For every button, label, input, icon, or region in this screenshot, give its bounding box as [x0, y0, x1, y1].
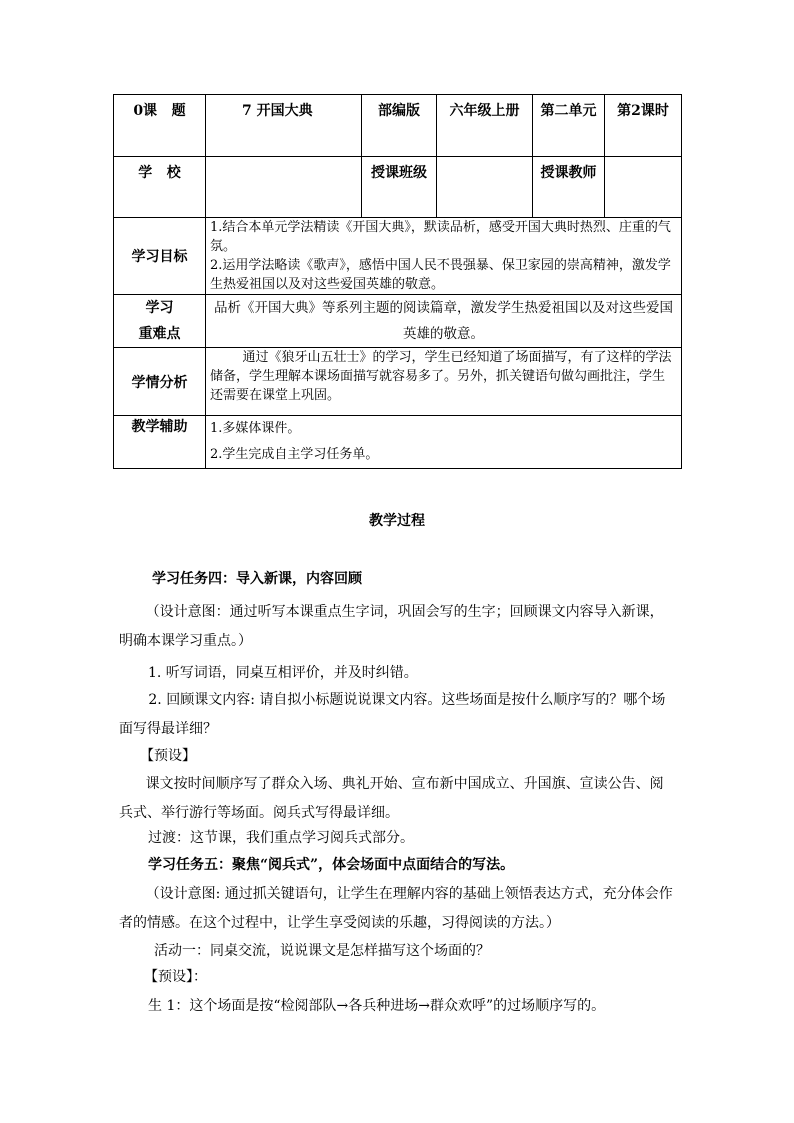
- school-value-cell: [206, 157, 362, 218]
- transition: 过渡：这节课，我们重点学习阅兵式部分。: [148, 830, 414, 846]
- lesson-label-cell: 0课 题: [114, 95, 206, 157]
- step-2: 2. 回顾课文内容: 请自拟小标题说说课文内容。这些场面是按什么顺序写的？哪个场面写得最详细？: [119, 692, 666, 737]
- aid-item-2: 2.学生完成自主学习任务单。: [210, 447, 379, 462]
- lesson-info-table: [113, 94, 682, 469]
- lesson-title-cell: 7 开国大典: [206, 95, 362, 157]
- step-1: 1. 听写词语，同桌互相评价，并及时纠错。: [148, 665, 418, 681]
- class-label-cell: 授课班级: [362, 157, 437, 218]
- unit-cell: 第二单元: [533, 95, 605, 157]
- teacher-label-cell: 授课教师: [533, 157, 605, 218]
- task4-heading: 学习任务四：导入新课，内容回顾: [152, 571, 362, 587]
- goal-item-2: 2.运用学法略读《歌声》，感悟中国人民不畏强暴、保卫家园的崇高精神，激发学生热爱祖国以及对这些爱国英雄的敬意。: [210, 258, 671, 292]
- preset-1: 【预设】: [140, 748, 196, 764]
- process-title: 教学过程: [369, 513, 425, 529]
- task5-heading: 学习任务五：聚焦“阅兵式”，体会场面中点面结合的写法。: [148, 857, 515, 873]
- focus-label-line-2: 重难点: [138, 326, 181, 342]
- goals-content-cell: [206, 218, 682, 295]
- design-intent-2: （设计意图: 通过抓关键语句，让学生在理解内容的基础上领悟表达方式，充分体会作者的情感。在这个过程中，让学生享受阅读的乐趣，习得阅读的方法。）: [119, 886, 673, 931]
- aid-item-1: 1.多媒体课件。: [210, 421, 301, 436]
- analysis-label-cell: 学情分析: [114, 348, 206, 416]
- school-label-cell: 学 校: [114, 157, 206, 218]
- answer-1: 课文按时间顺序写了群众入场、典礼开始、宣布新中国成立、升国旗、宣读公告、阅兵式、举行游行等场面。阅兵式写得最详细。: [119, 776, 664, 821]
- preset-2: 【预设】：: [144, 969, 207, 985]
- goal-item-1: 1.结合本单元学法精读《开国大典》，默读品析，感受开国大典时热烈、庄重的气氛。: [210, 220, 671, 254]
- aids-label-cell: 教学辅助: [114, 416, 206, 469]
- edition-cell: 部编版: [362, 95, 437, 157]
- focus-content-cell: 品析《开国大典》等系列主题的阅读篇章，激发学生热爱祖国以及对这些爱国英雄的敬意。: [206, 295, 682, 348]
- activity-1: 活动一：同桌交流，说说课文是怎样描写这个场面的？: [154, 943, 490, 959]
- focus-label-line-1: 学习: [145, 300, 174, 316]
- teacher-value-cell: [605, 157, 682, 218]
- student-1: 生 1：这个场面是按“检阅部队→各兵种进场→群众欢呼”的过场顺序写的。: [148, 998, 606, 1014]
- class-value-cell: [437, 157, 533, 218]
- analysis-content-cell: 通过《狼牙山五壮士》的学习，学生已经知道了场面描写，有了这样的学法储备，学生理解本课场面描写就容易多了。另外，抓关键语句做勾画批注，学生还需要在课堂上巩固。: [206, 348, 682, 416]
- focus-label-cell: [114, 295, 206, 348]
- aids-content-cell: [206, 416, 682, 469]
- period-cell: 第2课时: [605, 95, 682, 157]
- grade-cell: 六年级上册: [437, 95, 533, 157]
- design-intent-1: （设计意图：通过听写本课重点生字词，巩固会写的生字；回顾课文内容导入新课，明确本课学习重点。）: [119, 604, 664, 649]
- goals-label-cell: 学习目标: [114, 218, 206, 295]
